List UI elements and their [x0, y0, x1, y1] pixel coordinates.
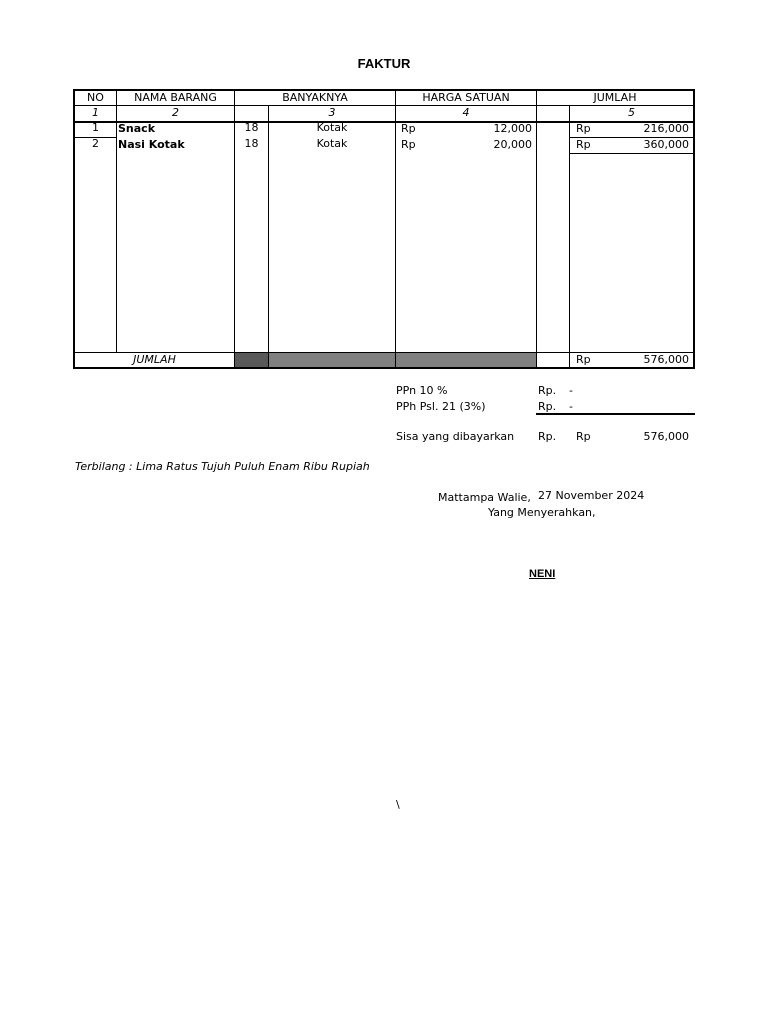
shaded-cell [235, 353, 268, 367]
col-number: 4 [462, 106, 470, 119]
col-number: 2 [172, 106, 179, 119]
row-qty: 18 [244, 121, 259, 134]
sisa-label: Sisa yang dibayarkan [396, 430, 515, 443]
header-nama-barang: NAMA BARANG [134, 91, 217, 104]
row-item-name: Nasi Kotak [118, 138, 185, 151]
header-banyaknya: BANYAKNYA [282, 91, 348, 104]
header-harga-satuan: HARGA SATUAN [422, 91, 510, 104]
jumlah-currency: Rp [576, 353, 591, 366]
pph-label: PPh Psl. 21 (3%) [396, 400, 486, 413]
row-item-name: Snack [118, 122, 156, 135]
row-total: 216,000 [643, 122, 689, 135]
yang-menyerahkan: Yang Menyerahkan, [488, 506, 596, 519]
pph-currency: Rp. [538, 400, 557, 413]
pph-value: - [569, 400, 573, 413]
row-price-currency: Rp [401, 122, 416, 135]
sisa-currency-2: Rp [576, 430, 591, 443]
col-number: 3 [328, 106, 336, 119]
ppn-label: PPn 10 % [396, 384, 448, 397]
header-no: NO [87, 91, 104, 104]
row-no: 1 [92, 121, 99, 134]
row-total: 360,000 [643, 138, 689, 151]
row-total-currency: Rp [576, 138, 591, 151]
shaded-cell [269, 353, 395, 367]
document-title: FAKTUR [357, 56, 411, 71]
shaded-cell [396, 353, 536, 367]
row-total-currency: Rp [576, 122, 591, 135]
row-no: 2 [92, 137, 99, 150]
place-label: Mattampa Walie, [438, 491, 531, 504]
ppn-currency: Rp. [538, 384, 557, 397]
row-unit: Kotak [316, 137, 348, 150]
row-price: 12,000 [493, 122, 532, 135]
terbilang-text: Terbilang : Lima Ratus Tujuh Puluh Enam Ribu Rupiah [75, 460, 370, 473]
row-price-currency: Rp [401, 138, 416, 151]
sisa-value: 576,000 [643, 430, 689, 443]
row-unit: Kotak [316, 121, 348, 134]
row-qty: 18 [244, 137, 259, 150]
col-number: 1 [92, 106, 99, 119]
stray-mark: \ [396, 798, 400, 811]
jumlah-value: 576,000 [643, 353, 689, 366]
col-number: 5 [628, 106, 635, 119]
jumlah-label: JUMLAH [133, 353, 176, 366]
sisa-currency-1: Rp. [538, 430, 557, 443]
ppn-value: - [569, 384, 573, 397]
header-jumlah: JUMLAH [593, 91, 637, 104]
row-price: 20,000 [493, 138, 532, 151]
signer-name: NENI [529, 568, 556, 580]
summary-divider [536, 413, 695, 415]
date-text: 27 November 2024 [538, 489, 645, 502]
